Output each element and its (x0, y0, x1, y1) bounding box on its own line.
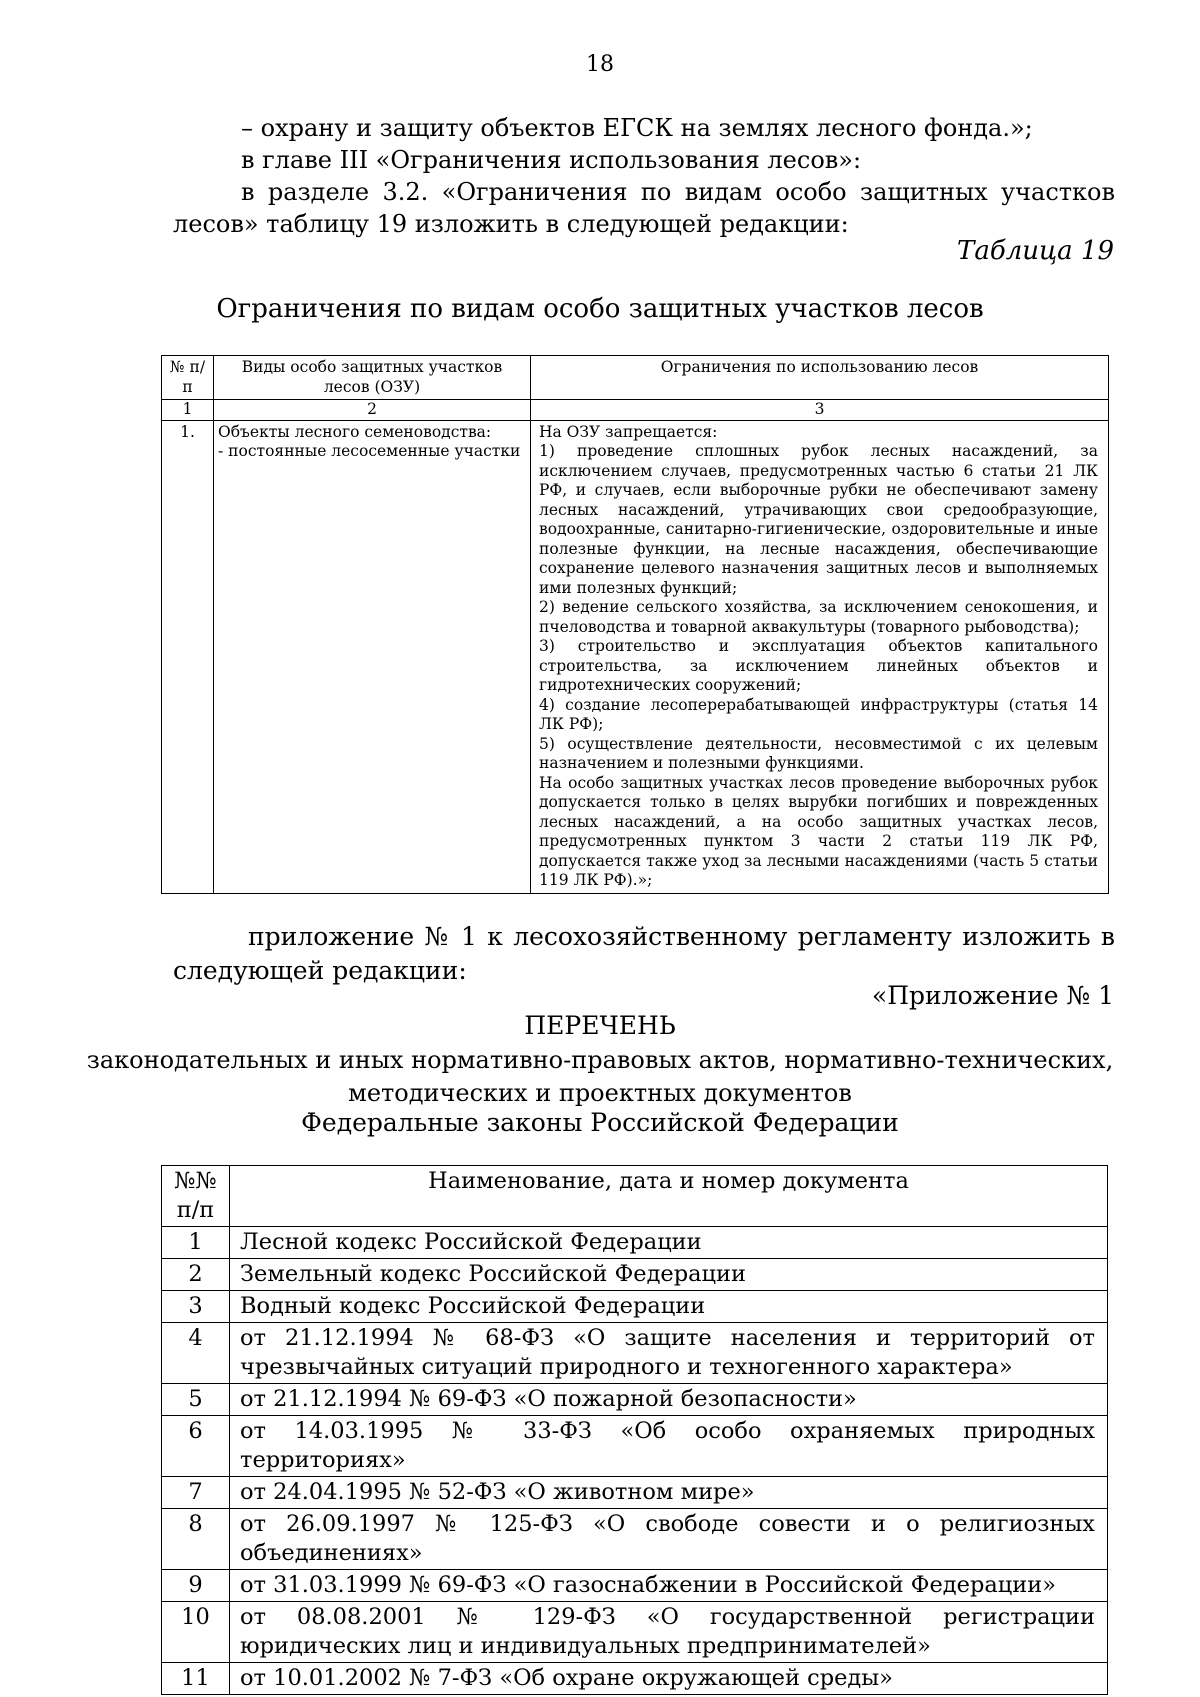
table-row (162, 1323, 1108, 1384)
laws-table-header (162, 1166, 1108, 1227)
numbering-cell: 3 (531, 400, 1109, 421)
restriction-paragraph: 2) ведение сельского хозяйства, за исключением сенокошения, и пчеловодства и товарной аквакультуры (товарного рыбоводства); (539, 598, 1098, 636)
header-document-name: Наименование, дата и номер документа (230, 1166, 1108, 1227)
paragraph-egsk: – охрану и защиту объектов ЕГСК на землях лесного фонда.»; (241, 114, 1033, 142)
row-number: 2 (162, 1259, 230, 1291)
paragraph-chapter-3: в главе III «Ограничения использования лесов»: (241, 146, 862, 174)
row-number: 1 (162, 1227, 230, 1259)
restriction-paragraph: 5) осуществление деятельности, несовместимой с их целевым назначением и полезными функциями. (539, 734, 1098, 772)
document-name: от 21.12.1994 № 69-ФЗ «О пожарной безопасности» (230, 1384, 1108, 1416)
row-number: 9 (162, 1570, 230, 1602)
table-row (162, 1227, 1108, 1259)
row-number: 11 (162, 1663, 230, 1695)
page-number: 18 (586, 52, 614, 77)
row-number: 8 (162, 1509, 230, 1570)
row-number: 5 (162, 1384, 230, 1416)
table-19-title: Ограничения по видам особо защитных участков лесов (216, 294, 984, 324)
row-number: 3 (162, 1291, 230, 1323)
table-row (162, 1509, 1108, 1570)
table-row (162, 1416, 1108, 1477)
numbering-cell: 1 (162, 400, 214, 421)
document-name: от 14.03.1995 № 33-ФЗ «Об особо охраняемых природных территориях» (230, 1416, 1108, 1477)
table-row (162, 1259, 1108, 1291)
document-name: от 21.12.1994 № 68-ФЗ «О защите населения и территорий от чрезвычайных ситуаций природного и техногенного характера» (230, 1323, 1108, 1384)
document-name: от 10.01.2002 № 7-ФЗ «Об охране окружающей среды» (230, 1663, 1108, 1695)
ozu-type-line: Объекты лесного семеноводства: (218, 422, 492, 441)
laws-table (161, 1165, 1108, 1695)
table-19-label: Таблица 19 (956, 236, 1114, 266)
row-number: 10 (162, 1602, 230, 1663)
restrictions-cell (531, 420, 1109, 893)
document-name: Водный кодекс Российской Федерации (230, 1291, 1108, 1323)
document-name: от 26.09.1997 № 125-ФЗ «О свободе совести и о религиозных объединениях» (230, 1509, 1108, 1570)
table-19 (161, 355, 1109, 894)
table-row (162, 1477, 1108, 1509)
document-name: от 08.08.2001 № 129-ФЗ «О государственной регистрации юридических лиц и индивидуальных предпринимателей» (230, 1602, 1108, 1663)
header-restrictions: Ограничения по использованию лесов (531, 356, 1109, 400)
numbering-cell: 2 (214, 400, 531, 421)
list-subtitle-line: методических и проектных документов (348, 1079, 852, 1107)
table-row (162, 1384, 1108, 1416)
restriction-paragraph: На ОЗУ запрещается: (539, 422, 718, 441)
restriction-paragraph: 1) проведение сплошных рубок лесных насаждений, за исключением случаев, предусмотренных частью 6 статьи 21 ЛК РФ, и случаев, если выборочные рубки не обеспечивают замену лесных насаждений, утрачивающих свои средообразующие, водоохранные, санитарно-гигиенические, оздоровительные и иные полезные функции, на лесные насаждения, обеспечивающие сохранение целевого назначения защитных лесов и выполняемых ими полезных функций; (539, 442, 1098, 597)
table-header-row (162, 356, 1109, 400)
restriction-paragraph: 4) создание лесоперерабатывающей инфраструктуры (статья 14 ЛК РФ); (539, 695, 1098, 733)
table-row (162, 1570, 1108, 1602)
table-row (162, 1602, 1108, 1663)
row-number: 4 (162, 1323, 230, 1384)
document-name: Земельный кодекс Российской Федерации (230, 1259, 1108, 1291)
document-name: Лесной кодекс Российской Федерации (230, 1227, 1108, 1259)
list-subtitle (0, 1044, 1200, 1110)
document-name: от 31.03.1999 № 69-ФЗ «О газоснабжении в Российской Федерации» (230, 1570, 1108, 1602)
list-subtitle-line: законодательных и иных нормативно-правовых актов, нормативно-технических, (86, 1046, 1114, 1074)
table-row (162, 420, 1109, 893)
header-number: № п/п (162, 356, 214, 400)
list-heading: ПЕРЕЧЕНЬ (524, 1011, 676, 1040)
paragraph-annex-1: приложение № 1 к лесохозяйственному регламенту изложить в следующей редакции: (173, 922, 1115, 985)
ozu-type-line: - постоянные лесосеменные участки (218, 442, 521, 460)
table-row (162, 1291, 1108, 1323)
document-name: от 24.04.1995 № 52-ФЗ «О животном мире» (230, 1477, 1108, 1509)
restriction-paragraph: 3) строительство и эксплуатация объектов капитального строительства, за исключением линейных объектов и гидротехнических сооружений; (539, 637, 1098, 694)
table-row (162, 1663, 1108, 1695)
row-number: 6 (162, 1416, 230, 1477)
annex-label: «Приложение № 1 (871, 981, 1114, 1010)
header-ozu-types: Виды особо защитных участков лесов (ОЗУ) (214, 356, 531, 400)
table-numbering-row (162, 400, 1109, 421)
list-section-title: Федеральные законы Российской Федерации (301, 1108, 899, 1137)
paragraph-section-3-2: в разделе 3.2. «Ограничения по видам особо защитных участков лесов» таблицу 19 изложить в следующей редакции: (173, 178, 1115, 238)
row-number: 1. (162, 420, 214, 893)
ozu-type-cell (214, 420, 531, 893)
restriction-paragraph: На особо защитных участках лесов проведение выборочных рубок допускается только в целях вырубки погибших и поврежденных лесных насаждений, а на особо защитных участках лесов, предусмотренных пунктом 3 части 2 статьи 119 ЛК РФ, допускается также уход за лесными насаждениями (часть 5 статьи 119 ЛК РФ).»; (539, 773, 1098, 889)
header-number: №№ п/п (162, 1166, 230, 1227)
row-number: 7 (162, 1477, 230, 1509)
